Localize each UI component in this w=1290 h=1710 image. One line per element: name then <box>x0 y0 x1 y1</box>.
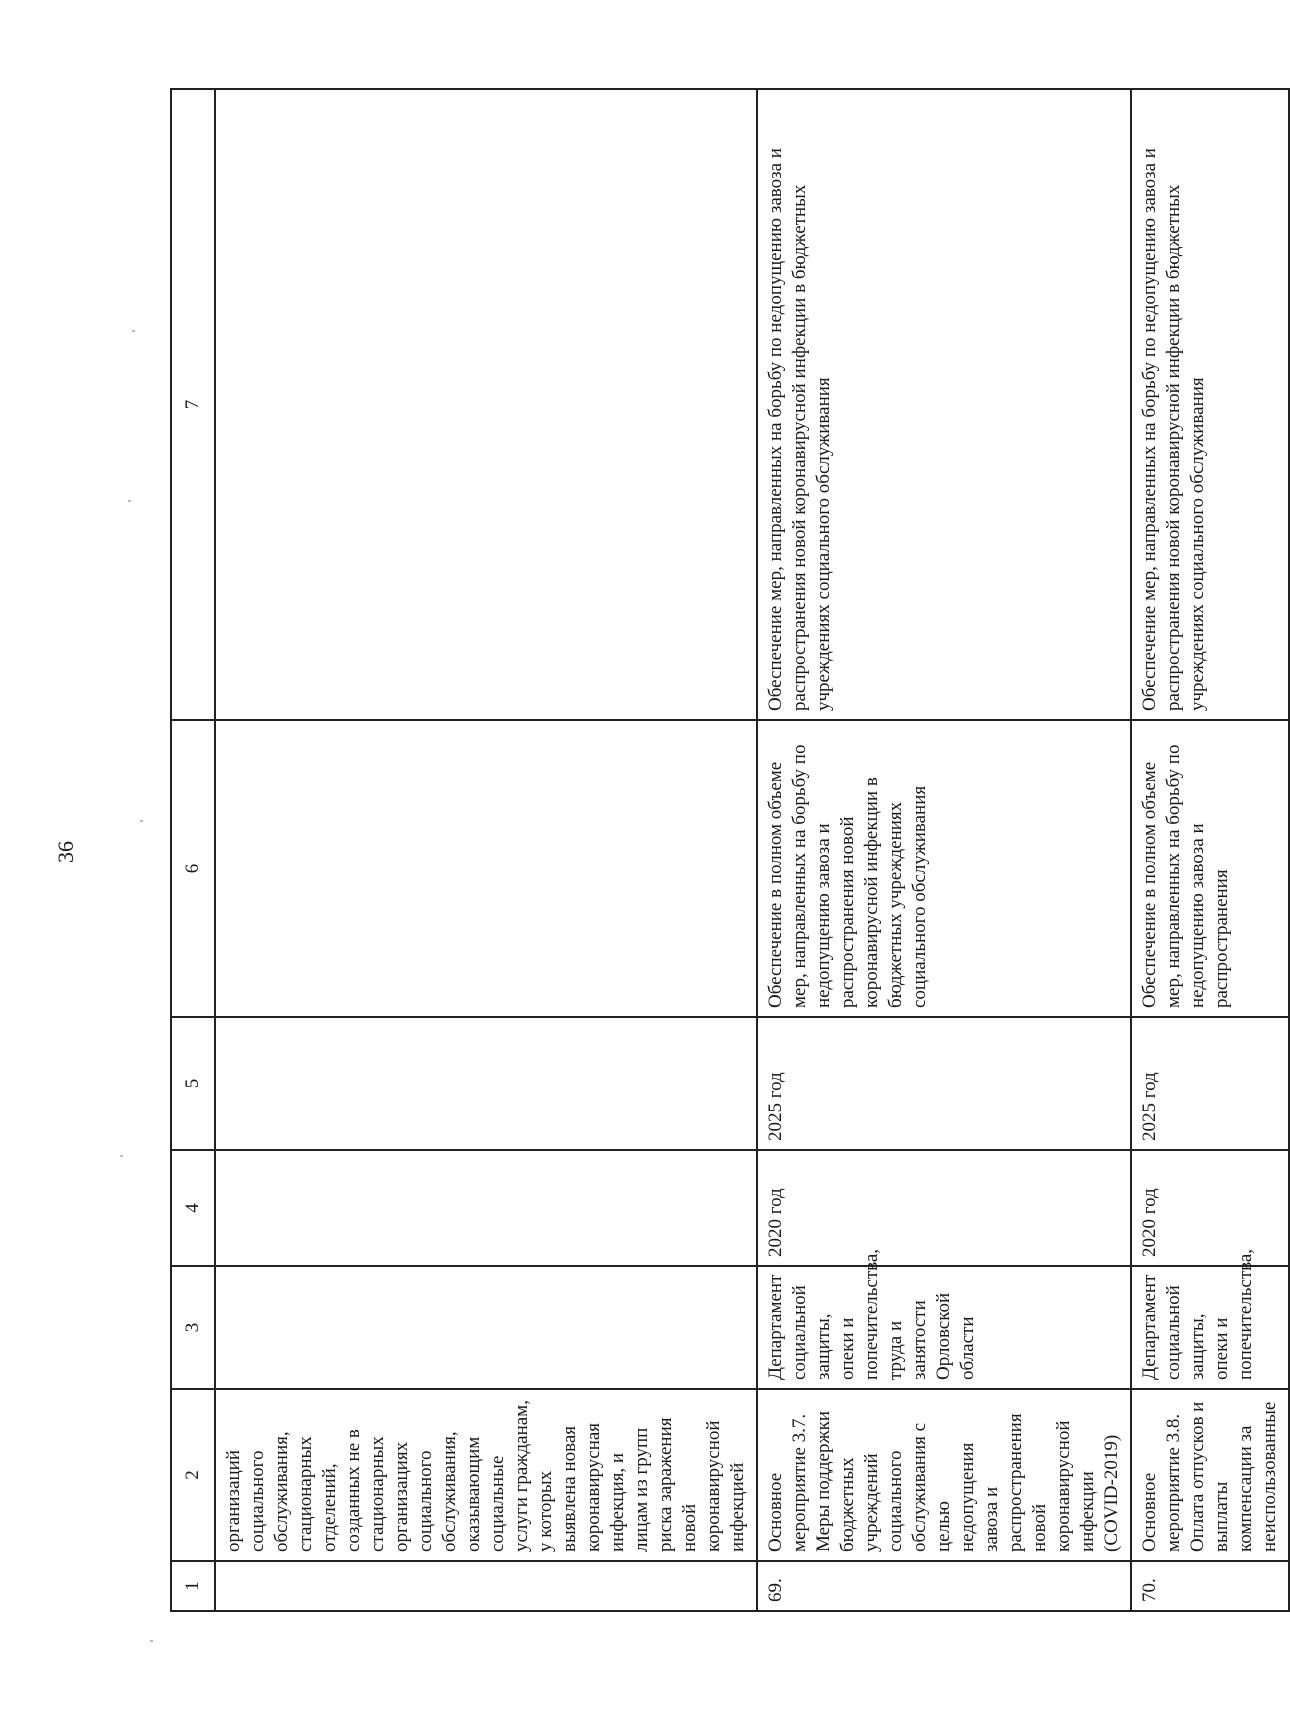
executor: Департамент социальной защиты, опеки и попечительства, труда и занятости Орловской области <box>757 1266 1131 1389</box>
scan-speck <box>140 820 143 822</box>
row-number: 70. <box>1131 1561 1289 1611</box>
header-col-1: 1 <box>171 1561 215 1611</box>
row-number: 69. <box>757 1561 1131 1611</box>
header-col-3: 3 <box>171 1266 215 1389</box>
end-year <box>215 1017 757 1150</box>
table-row <box>1131 89 1289 1611</box>
scan-speck <box>150 1640 153 1642</box>
scan-speck <box>128 500 131 502</box>
executor <box>215 1266 757 1389</box>
indicator: Обеспечение мер, направленных на борьбу по недопущению завоза и распространения новой коронавирусной инфекции в бюджетных учреждениях социального обслуживания <box>1131 89 1289 720</box>
expected-result: Обеспечение в полном объеме мер, направленных на борьбу по недопущению завоза и распространения новой коронавирусной инфекции в бюджетных учреждениях социального обслуживания <box>757 720 1131 1017</box>
row-number <box>215 1561 757 1611</box>
executor: Департамент социальной защиты, опеки и попечительства, <box>1131 1266 1289 1389</box>
rotated-table <box>170 90 1280 1612</box>
table-row <box>757 89 1131 1611</box>
end-year: 2025 год <box>757 1017 1131 1150</box>
start-year: 2020 год <box>1131 1150 1289 1266</box>
header-col-5: 5 <box>171 1017 215 1150</box>
expected-result <box>215 720 757 1017</box>
activity-name: Основное мероприятие 3.8. Оплата отпусков и выплаты компенсации за неиспользованные <box>1131 1389 1289 1561</box>
table-row <box>215 89 757 1611</box>
end-year: 2025 год <box>1131 1017 1289 1150</box>
program-table <box>170 88 1290 1612</box>
header-col-7: 7 <box>171 89 215 720</box>
table-header-row <box>171 89 215 1611</box>
scan-speck <box>120 1155 123 1157</box>
header-col-6: 6 <box>171 720 215 1017</box>
scan-speck <box>132 330 135 332</box>
page-number: 36 <box>53 841 78 863</box>
header-col-4: 4 <box>171 1150 215 1266</box>
table-container <box>170 90 1280 1612</box>
expected-result: Обеспечение в полном объеме мер, направленных на борьбу по недопущению завоза и распространения <box>1131 720 1289 1017</box>
start-year <box>215 1150 757 1266</box>
start-year: 2020 год <box>757 1150 1131 1266</box>
activity-name: Основное мероприятие 3.7. Меры поддержки бюджетных учреждений социального обслуживания с целью недопущения завоза и распространения новой коронавирусной инфекции (COVID-2019) <box>757 1389 1131 1561</box>
indicator: Обеспечение мер, направленных на борьбу по недопущению завоза и распространения новой коронавирусной инфекции в бюджетных учреждениях социального обслуживания <box>757 89 1131 720</box>
activity-name: организаций социального обслуживания, стационарных отделений, созданных не в стационарных организациях социального обслуживания, оказывающим социальные услуги гражданам, у которых выявлена новая коронавирусная инфекция, и лицам из групп риска заражения новой коронавирусной инфекцией <box>215 1389 757 1561</box>
indicator <box>215 89 757 720</box>
header-col-2: 2 <box>171 1389 215 1561</box>
